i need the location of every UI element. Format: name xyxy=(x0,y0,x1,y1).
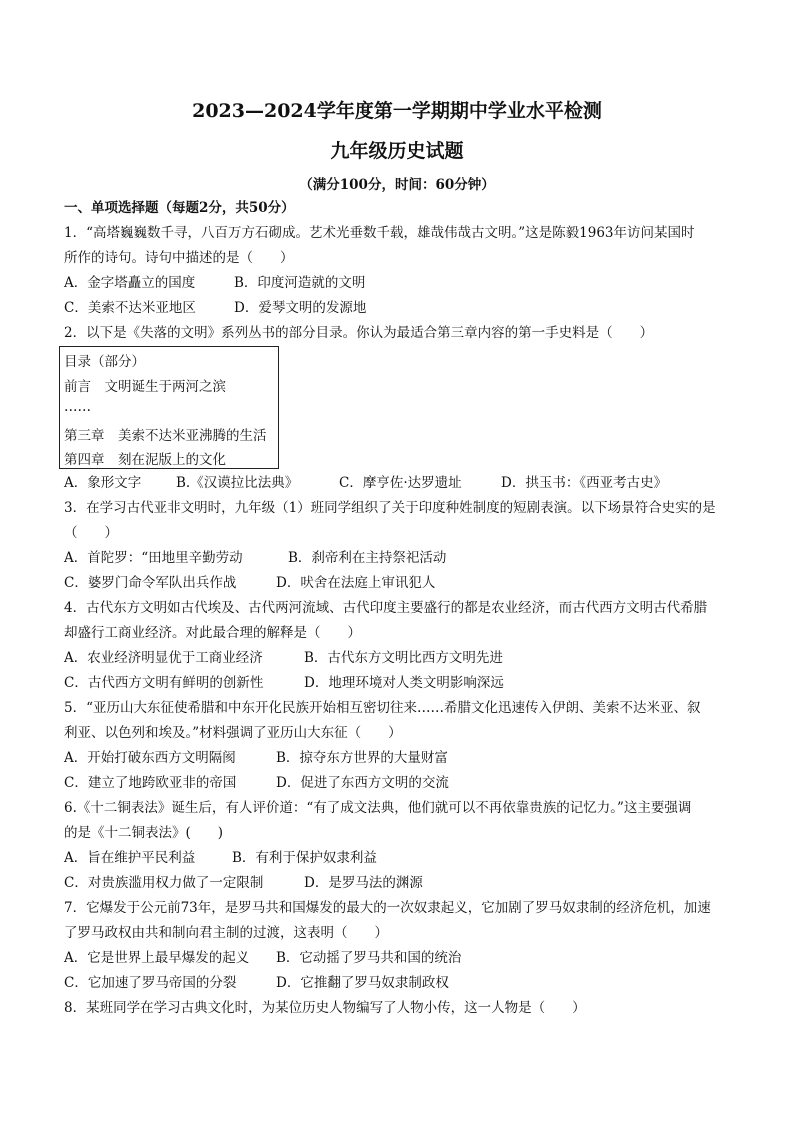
question-4-options-row-1 xyxy=(64,649,503,667)
exam-title: 2023—2024学年度第一学期期中学业水平检测 xyxy=(192,100,602,122)
question-5-line-2: 利亚、以色列和埃及。”材料强调了亚历山大东征（ ） xyxy=(64,725,402,741)
question-2-line-1: 2．以下是《失落的文明》系列丛书的部分目录。你认为最适合第三章内容的第一手史料是（ ） xyxy=(64,325,654,341)
question-3-option-d: D．吠舍在法庭上审讯犯人 xyxy=(276,575,436,591)
table-of-contents-box xyxy=(59,346,279,469)
question-4-option-b: B．古代东方文明比西方文明先进 xyxy=(304,650,503,666)
toc-line: 目录（部分） xyxy=(64,354,145,370)
question-6-options-row-1 xyxy=(64,849,377,867)
question-7-option-a: A．它是世界上最早爆发的起义 xyxy=(64,950,250,966)
question-6-option-b: B．有利于保护奴隶利益 xyxy=(232,850,377,866)
question-1-option-c: C．美索不达米亚地区 xyxy=(64,300,196,316)
question-4-line-2: 却盛行工商业经济。对此最合理的解释是（ ） xyxy=(64,625,361,641)
question-2-options-row xyxy=(64,474,667,492)
question-1-line-1: 1．“高塔巍巍数千寻，八百万方石砌成。艺术光垂数千载，雄哉伟哉古文明。”这是陈毅1963年访问某国时 xyxy=(64,225,695,241)
toc-line: 第四章 刻在泥版上的文化 xyxy=(64,452,226,468)
question-2-option-d: D．拱玉书：《西亚考古史》 xyxy=(501,475,668,491)
question-4-line-1: 4．古代东方文明如古代埃及、古代两河流域、古代印度主要盛行的都是农业经济，而古代西方文明古代希腊 xyxy=(64,600,708,616)
question-5-options-row-1 xyxy=(64,749,448,767)
question-8-line-1: 8．某班同学在学习古典文化时，为某位历史人物编写了人物小传，这一人物是（ ） xyxy=(64,1000,586,1016)
question-5-options-row-2 xyxy=(64,774,449,792)
question-2-option-c: C．摩亨佐·达罗遗址 xyxy=(339,475,462,491)
question-4-option-c: C．古代西方文明有鲜明的创新性 xyxy=(64,675,264,691)
question-6-option-d: D．是罗马法的渊源 xyxy=(304,875,423,891)
section-heading: 一、单项选择题（每题2分，共50分） xyxy=(64,200,295,216)
question-7-line-1: 7．它爆发于公元前73年，是罗马共和国爆发的最大的一次奴隶起义，它加剧了罗马奴隶制的经济危机，加速 xyxy=(64,900,711,916)
exam-subtitle: 九年级历史试题 xyxy=(330,140,464,162)
question-1-options-row-1 xyxy=(64,274,365,292)
question-5-option-a: A．开始打破东西方文明隔阂 xyxy=(64,750,236,766)
question-4-option-a: A．农业经济明显优于工商业经济 xyxy=(64,650,263,666)
question-6-option-a: A．旨在维护平民利益 xyxy=(64,850,196,866)
question-3-line-2: （ ） xyxy=(64,525,118,541)
toc-line: …… xyxy=(64,399,91,415)
question-6-option-c: C．对贵族滥用权力做了一定限制 xyxy=(64,875,264,891)
question-4-options-row-2 xyxy=(64,674,504,692)
question-7-option-c: C．它加速了罗马帝国的分裂 xyxy=(64,975,237,991)
question-5-option-d: D．促进了东西方文明的交流 xyxy=(276,775,449,791)
question-7-option-b: B．它动摇了罗马共和国的统治 xyxy=(276,950,462,966)
question-3-option-c: C．婆罗门命令军队出兵作战 xyxy=(64,575,237,591)
question-6-line-1: 6.《十二铜表法》诞生后，有人评价道：“有了成文法典，他们就可以不再依靠贵族的记忆力。”这主要强调 xyxy=(64,800,692,816)
question-2-option-a: A．象形文字 xyxy=(64,475,142,491)
question-3-line-1: 3．在学习古代亚非文明时，九年级（1）班同学组织了关于印度种姓制度的短剧表演。以下场景符合史实的是 xyxy=(64,500,716,516)
question-3-options-row-2 xyxy=(64,574,435,592)
question-2-option-b: B.《汉谟拉比法典》 xyxy=(176,475,299,491)
question-7-options-row-1 xyxy=(64,949,461,967)
question-3-option-a: A．首陀罗：“田地里辛勤劳动 xyxy=(64,550,243,566)
toc-line: 第三章 美索不达米亚沸腾的生活 xyxy=(64,428,267,444)
exam-note: （满分100分，时间：60分钟） xyxy=(299,177,495,193)
question-7-option-d: D．它推翻了罗马奴隶制政权 xyxy=(276,975,449,991)
question-1-line-2: 所作的诗句。诗句中描述的是（ ） xyxy=(64,250,294,266)
question-1-options-row-2 xyxy=(64,299,366,317)
question-7-line-2: 了罗马政权由共和制向君主制的过渡，这表明（ ） xyxy=(64,925,388,941)
question-1-option-a: A．金字塔矗立的国度 xyxy=(64,275,196,291)
question-3-options-row-1 xyxy=(64,549,446,567)
question-7-options-row-2 xyxy=(64,974,449,992)
question-1-option-d: D．爱琴文明的发源地 xyxy=(234,300,367,316)
question-6-line-2: 的是《十二铜表法》( ) xyxy=(64,825,224,841)
question-5-option-b: B．掠夺东方世界的大量财富 xyxy=(276,750,448,766)
toc-line: 前言 文明诞生于两河之滨 xyxy=(64,379,226,395)
question-3-option-b: B．刹帝利在主持祭祀活动 xyxy=(288,550,447,566)
question-5-option-c: C．建立了地跨欧亚非的帝国 xyxy=(64,775,237,791)
question-1-option-b: B．印度河造就的文明 xyxy=(234,275,366,291)
question-5-line-1: 5．“亚历山大东征使希腊和中东开化民族开始相互密切往来……希腊文化迅速传入伊朗、美索不达米亚、叙 xyxy=(64,700,701,716)
question-6-options-row-2 xyxy=(64,874,423,892)
question-4-option-d: D．地理环境对人类文明影响深远 xyxy=(304,675,504,691)
